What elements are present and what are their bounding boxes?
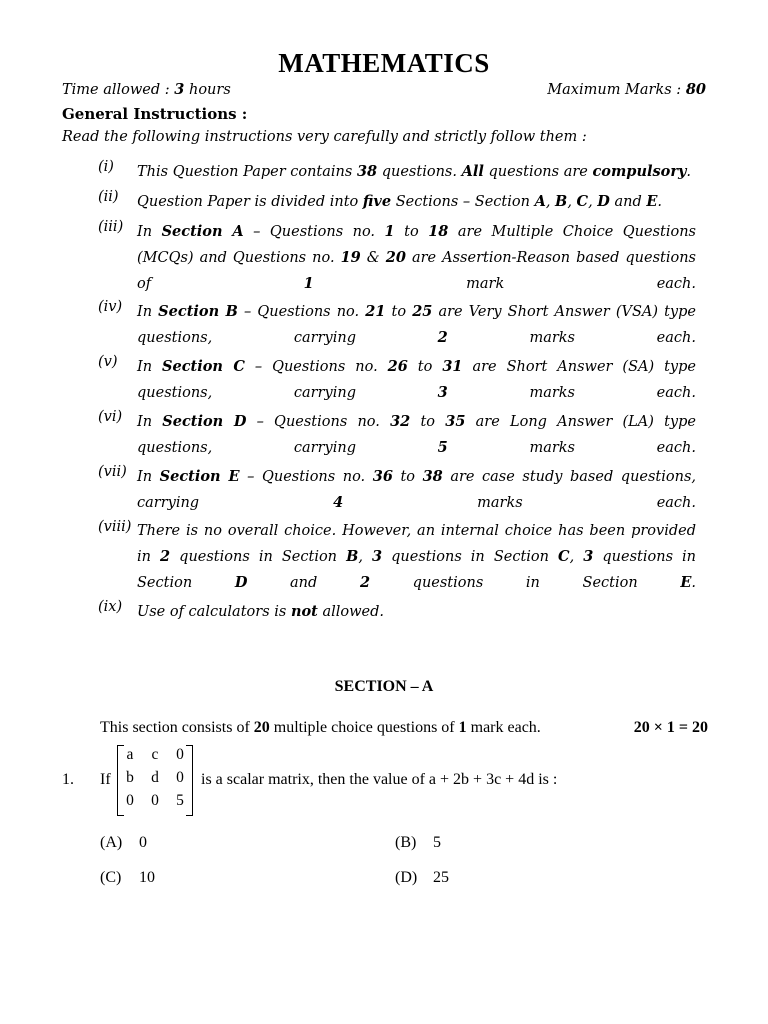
instruction-item — [98, 299, 696, 351]
option-value: 25 — [433, 869, 449, 886]
matrix-row — [117, 746, 193, 768]
instruction-item — [98, 409, 696, 461]
option-label: (B) — [395, 834, 417, 851]
matrix-cell: 0 — [176, 746, 184, 763]
time-allowed — [62, 81, 231, 98]
question-if: If — [100, 771, 111, 788]
option-label: (D) — [395, 869, 418, 886]
instruction-item — [98, 354, 696, 406]
instruction-number: (iv) — [98, 299, 123, 315]
instruction-number: (v) — [98, 354, 118, 370]
instruction-text: There is no overall choice. However, an internal choice has been provided in 2 questions in Section B, 3 questions in Section C, 3 questions in Section D and 2 questions in Section E. — [137, 523, 697, 591]
option-label: (C) — [100, 869, 122, 886]
instruction-text: This Question Paper contains 38 questions. All questions are compulsory. — [137, 163, 692, 180]
section-note-text: mark each. — [466, 719, 541, 736]
question-number: 1. — [62, 771, 74, 788]
instruction-number: (i) — [98, 159, 114, 175]
general-instructions-heading: General Instructions : — [62, 105, 248, 123]
matrix-cell: 0 — [126, 792, 134, 809]
instruction-number: (vii) — [98, 464, 127, 480]
section-heading: SECTION – A — [334, 678, 434, 695]
mark-per-question: 1 — [458, 719, 467, 736]
matrix-cell: c — [151, 746, 159, 763]
instruction-text: In Section D – Questions no. 32 to 35 are Long Answer (LA) type questions, carrying 5 marks each. — [137, 413, 696, 456]
section-note-text: This section consists of — [100, 719, 254, 736]
question-count: 20 — [253, 719, 270, 736]
section-note — [100, 719, 541, 737]
instruction-number: (viii) — [98, 519, 132, 535]
instruction-item — [98, 189, 696, 215]
time-label: Time allowed : — [62, 82, 175, 98]
instruction-item — [98, 219, 696, 297]
instruction-text: Use of calculators is not allowed. — [137, 603, 385, 620]
instruction-number: (iii) — [98, 219, 124, 235]
matrix-row — [117, 792, 193, 814]
option-label: (A) — [100, 834, 123, 851]
instruction-text: Question Paper is divided into five Sections – Section A, B, C, D and E. — [137, 193, 663, 210]
instruction-text: In Section A – Questions no. 1 to 18 are Multiple Choice Questions (MCQs) and Questions no. 19 & 20 are Assertion-Reason based questions of 1 mark each. — [137, 223, 696, 292]
time-unit: hours — [184, 82, 231, 98]
maximum-marks — [547, 81, 706, 98]
matrix-row — [117, 769, 193, 791]
matrix-cell: d — [151, 769, 159, 786]
matrix-cell: 5 — [176, 792, 184, 809]
matrix — [117, 745, 193, 816]
instruction-number: (vi) — [98, 409, 123, 425]
matrix-cell: 0 — [151, 792, 159, 809]
instruction-item — [98, 519, 696, 596]
option-value: 0 — [139, 834, 147, 851]
option-value: 5 — [433, 834, 441, 851]
question-text: is a scalar matrix, then the value of a + 2b + 3c + 4d is : — [201, 771, 558, 788]
instruction-number: (ix) — [98, 599, 123, 615]
instruction-item — [98, 159, 696, 185]
page-title: MATHEMATICS — [278, 48, 490, 78]
matrix-cell: a — [126, 746, 134, 763]
instruction-text: In Section B – Questions no. 21 to 25 are Very Short Answer (VSA) type questions, carrying 2 marks each. — [137, 303, 696, 346]
instruction-text: In Section C – Questions no. 26 to 31 are Short Answer (SA) type questions, carrying 3 marks each. — [137, 358, 696, 401]
instruction-number: (ii) — [98, 189, 119, 205]
instruction-text: In Section E – Questions no. 36 to 38 are case study based questions, carrying 4 marks each. — [137, 468, 697, 511]
instruction-item — [98, 464, 696, 516]
section-note-text: multiple choice questions of — [269, 719, 459, 736]
section-total-marks: 20 × 1 = 20 — [633, 719, 708, 736]
matrix-cell: 0 — [176, 769, 184, 786]
option-value: 10 — [139, 869, 155, 886]
marks-value: 80 — [685, 81, 706, 98]
matrix-cell: b — [126, 769, 134, 786]
instruction-item — [98, 599, 696, 625]
marks-label: Maximum Marks : — [547, 82, 686, 98]
time-value: 3 — [174, 81, 185, 98]
instructions-intro: Read the following instructions very carefully and strictly follow them : — [62, 129, 587, 145]
